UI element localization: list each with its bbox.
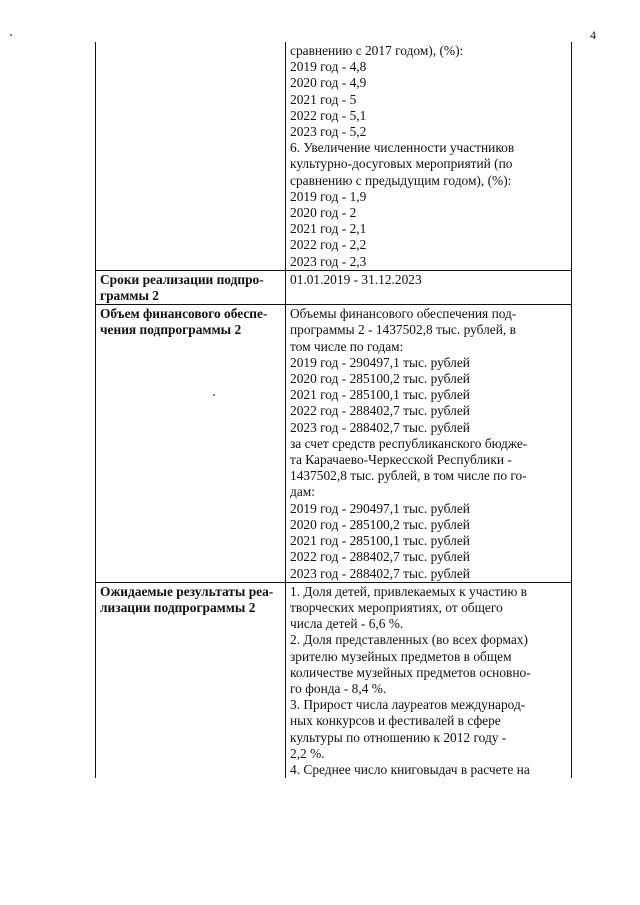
row-expected-results	[96, 582, 572, 778]
text-line: 2021 год - 285100,1 тыс. рублей	[290, 387, 470, 403]
scan-speck	[10, 34, 12, 36]
text-line: 4. Среднее число книговыдач в расчете на	[290, 761, 530, 777]
text-line: 2019 год - 290497,1 тыс. рублей	[290, 500, 470, 516]
table-body	[96, 42, 572, 778]
text-line: 2020 год - 285100,2 тыс. рублей	[290, 516, 470, 532]
text-line: та Карачаево-Черкесской Республики -	[290, 452, 512, 468]
text-line: зрителю музейных предметов в общем	[290, 648, 512, 664]
row-label: Ожидаемые результаты реа-лизации подпрограммы 2	[96, 582, 286, 778]
row-value	[286, 305, 572, 582]
text-line: программы 2 - 1437502,8 тыс. рублей, в	[290, 322, 516, 338]
text-line: го фонда - 8,4 %.	[290, 680, 387, 696]
text-line: 6. Увеличение численности участников	[290, 140, 515, 156]
text-line: сравнению с предыдущим годом), (%):	[290, 172, 512, 188]
text-line: культурно-досуговых мероприятий (по	[290, 156, 513, 172]
text-line: 2. Доля представленных (во всех формах)	[290, 632, 528, 648]
text-line: 2023 год - 288402,7 тыс. рублей	[290, 565, 470, 581]
text-line: 2022 год - 2,2	[290, 237, 367, 253]
row-label	[96, 42, 286, 270]
text-line: количестве музейных предметов основно-	[290, 664, 531, 680]
row-label: Объем финансового обеспе-чения подпрограммы 2	[96, 305, 286, 582]
text-line: 2019 год - 1,9	[290, 188, 367, 204]
row-value	[286, 582, 572, 778]
text-line: 2021 год - 2,1	[290, 221, 367, 237]
text-line: 2021 год - 285100,1 тыс. рублей	[290, 533, 470, 549]
text-line: Объемы финансового обеспечения под-	[290, 306, 517, 322]
text-line: сравнению с 2017 годом), (%):	[290, 43, 464, 58]
text-line: 2,2 %.	[290, 745, 325, 761]
text-line: 1. Доля детей, привлекаемых к участию в	[290, 583, 528, 599]
text-line: 2023 год - 2,3	[290, 253, 367, 269]
row-value	[286, 270, 572, 304]
text-line: 01.01.2019 - 31.12.2023	[290, 271, 422, 287]
row-funding-volume	[96, 305, 572, 582]
text-line: 2020 год - 285100,2 тыс. рублей	[290, 371, 470, 387]
text-line: ных конкурсов и фестивалей в сфере	[290, 713, 501, 729]
text-line: 2022 год - 5,1	[290, 107, 367, 123]
text-line: 2022 год - 288402,7 тыс. рублей	[290, 403, 470, 419]
text-line: 1437502,8 тыс. рублей, в том числе по го-	[290, 468, 527, 484]
subprogram-passport-table	[95, 42, 572, 778]
text-line: 2021 год - 5	[290, 91, 357, 107]
text-line: 2019 год - 4,8	[290, 59, 367, 75]
text-line: числа детей - 6,6 %.	[290, 616, 404, 632]
text-line: 2019 год - 290497,1 тыс. рублей	[290, 354, 470, 370]
text-line: 2023 год - 5,2	[290, 124, 367, 140]
text-line: дам:	[290, 484, 315, 500]
text-line: 2020 год - 4,9	[290, 75, 367, 91]
page-number: 4	[590, 28, 596, 42]
text-line: 2020 год - 2	[290, 205, 357, 221]
text-line: 3. Прирост числа лауреатов международ-	[290, 697, 526, 713]
text-line: за счет средств республиканского бюдже-	[290, 435, 528, 451]
row-implementation-period	[96, 270, 572, 304]
text-line: творческих мероприятиях, от общего	[290, 599, 503, 615]
row-label: Сроки реализации подпро-граммы 2	[96, 270, 286, 304]
row-indicators-continued	[96, 42, 572, 270]
row-value	[286, 42, 572, 270]
text-line: том числе по годам:	[290, 338, 404, 354]
text-line: культуры по отношению к 2012 году -	[290, 729, 507, 745]
text-line: 2023 год - 288402,7 тыс. рублей	[290, 419, 470, 435]
text-line: 2022 год - 288402,7 тыс. рублей	[290, 549, 470, 565]
